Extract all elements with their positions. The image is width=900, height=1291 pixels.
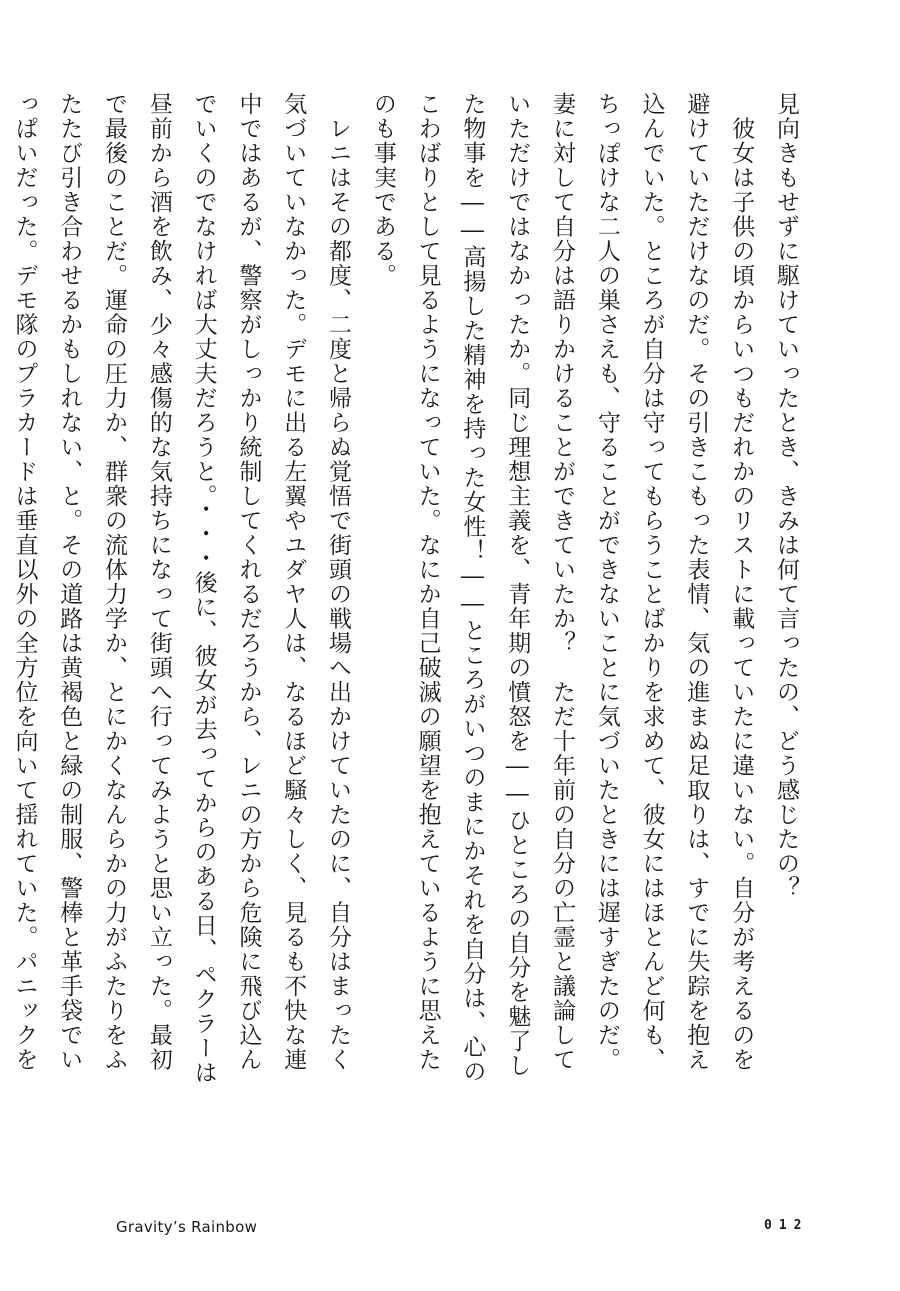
text-line: 気づいていなかった。デモに出る左翼やユダヤ人は、なるほど騒々しく、見るも不快な連 bbox=[280, 92, 307, 1072]
text-line: 込んでいた。ところが自分は守ってもらうことばかりを求めて、彼女にはほとんど何も、 bbox=[638, 92, 665, 1072]
text-line: た物事を――高揚した精神を持った女性！――ところがいつのまにかそれを自分は、心の bbox=[459, 92, 486, 1084]
text-line: レニはその都度、二度と帰らぬ覚悟で街頭の戦場へ出かけていたのに、自分はまったく bbox=[325, 92, 352, 1072]
text-line: で最後のことだ。運命の圧力か、群衆の流体力学か、とにかくなんらかの力がふたりをふ bbox=[101, 92, 128, 1072]
text-line bbox=[0, 92, 2, 992]
text-line: 昼前から酒を飲み、少々感傷的な気持ちになって街頭へ行ってみようと思い立った。最初 bbox=[145, 92, 172, 1072]
book-title-footer: Gravity’s Rainbow bbox=[116, 1218, 258, 1236]
text-line: こわばりとして見るようになっていた。なにか自己破滅の願望を抱えているように思えた bbox=[414, 92, 441, 1072]
text-line: たたび引き合わせるかもしれない、と。その道路は黄褐色と緑の制服、警棒と革手袋でい bbox=[56, 92, 83, 1072]
body-text bbox=[11, 92, 808, 1085]
text-line: っぱいだった。デモ隊のプラカードは垂直以外の全方位を向いて揺れていた。パニックを bbox=[11, 92, 38, 1072]
text-line: 妻に対して自分は語りかけることができていたか？ ただ十年前の自分の亡霊と議論して bbox=[549, 92, 576, 1072]
text-line: 中ではあるが、警察がしっかり統制してくれるだろうから、レニの方から危険に飛び込ん bbox=[235, 92, 262, 1072]
text-line: のも事実である。 bbox=[369, 92, 396, 288]
page-number: 012 bbox=[764, 1218, 809, 1233]
text-line: ちっぽけな二人の巣さえも、守ることができないことに気づいたときには遅すぎたのだ。 bbox=[593, 92, 620, 1072]
text-line: 彼女は子供の頃からいつもだれかのリストに載っていたに違いない。自分が考えるのを bbox=[728, 92, 755, 1072]
text-line: でいくのでなければ大丈夫だろうと。・・・後に、彼女が去ってからのある日、ペクラーは bbox=[190, 92, 217, 1085]
text-line: いただけではなかったか。同じ理想主義を、青年期の憤怒を――ひところの自分を魅了し bbox=[504, 92, 531, 1078]
text-line: 見向きもせずに駆けていったとき、きみは何て言ったの、どう感じたの？ bbox=[773, 92, 799, 901]
text-line: 避けていただけなのだ。その引きこもった表情、気の進まぬ足取りは、すでに失踪を抱え bbox=[683, 92, 710, 1072]
